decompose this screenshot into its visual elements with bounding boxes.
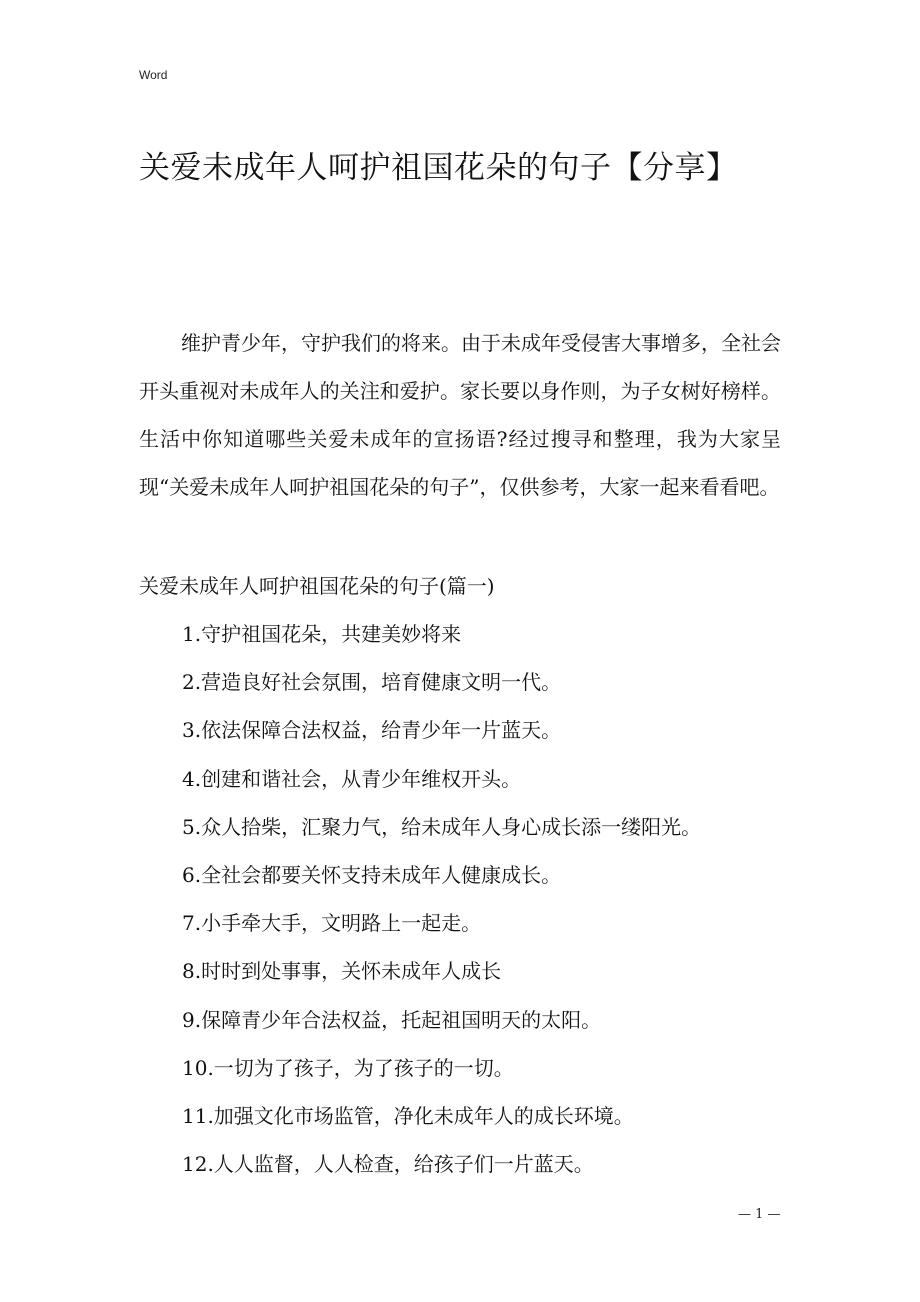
list-item: 12.人人监督，人人检查，给孩子们一片蓝天。: [182, 1152, 594, 1177]
document-title: 关爱未成年人呵护祖国花朵的句子【分享】: [139, 150, 738, 186]
list-item: 11.加强文化市场监管，净化未成年人的成长环境。: [182, 1103, 634, 1128]
list-item: 5.众人拾柴，汇聚力气，给未成年人身心成长添一缕阳光。: [182, 814, 702, 839]
list-item: 10.一切为了孩子，为了孩子的一切。: [182, 1055, 514, 1080]
list-item: 6.全社会都要关怀支持未成年人健康成长。: [182, 862, 562, 887]
list-item: 2.营造良好社会氛围，培育健康文明一代。: [182, 670, 562, 695]
section-heading: 关爱未成年人呵护祖国花朵的句子(篇一): [139, 574, 495, 598]
page-number: — 1 —: [738, 1207, 781, 1222]
list-item: 8.时时到处事事，关怀未成年人成长: [182, 959, 502, 984]
list-item: 4.创建和谐社会，从青少年维权开头。: [182, 766, 522, 791]
intro-paragraph: 维护青少年，守护我们的将来。由于未成年受侵害大事增多，全社会开头重视对未成年人的关注和爱护。家长要以身作则，为子女树好榜样。生活中你知道哪些关爱未成年的宣扬语?经过搜寻和整理，我为大家呈现“关爱未成年人呵护祖国花朵的句子”，仅供参考，大家一起来看看吧。: [139, 331, 781, 499]
header-label: Word: [139, 68, 168, 82]
list-item: 9.保障青少年合法权益，托起祖国明天的太阳。: [182, 1007, 602, 1032]
list-item: 1.守护祖国花朵，共建美妙将来: [182, 622, 462, 646]
list-item: 7.小手牵大手，文明路上一起走。: [182, 911, 482, 936]
slogan-list: [182, 610, 701, 1188]
list-item: 3.依法保障合法权益，给青少年一片蓝天。: [182, 718, 562, 743]
